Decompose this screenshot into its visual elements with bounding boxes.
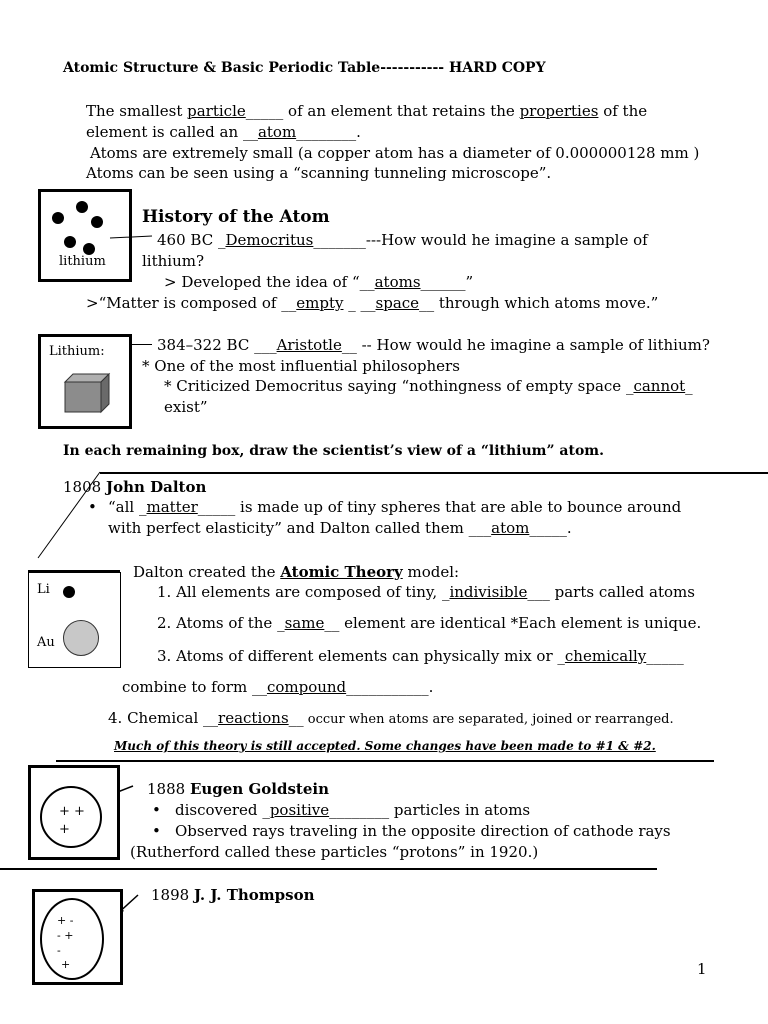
text: * Criticized Democritus saying “nothingness of empty space	[164, 377, 626, 395]
goldstein-bullet-1: discovered _positive________ particles in atoms	[175, 801, 531, 819]
blank-atoms: atoms	[374, 273, 421, 291]
text: 460 BC	[157, 231, 218, 249]
divider	[0, 868, 657, 870]
dalton-drawing-box	[28, 572, 121, 668]
goldstein-drawing-box	[28, 765, 120, 860]
bullet: •	[152, 822, 161, 840]
box-label: lithium	[59, 254, 106, 269]
blank-properties: properties	[519, 102, 599, 120]
text: of the	[598, 102, 648, 120]
text: 384–322 BC	[157, 336, 255, 354]
charges: -	[57, 944, 61, 957]
text: particles in atoms	[389, 801, 531, 819]
text: .	[566, 519, 572, 537]
goldstein-bullet-2: Observed rays traveling in the opposite direction of cathode rays	[175, 822, 671, 840]
text: ---How would he imagine a sample of	[365, 231, 648, 249]
page-number: 1	[697, 960, 707, 978]
instruction: In each remaining box, draw the scientist’s view of a “lithium” atom.	[63, 443, 604, 459]
text: “all	[108, 498, 139, 516]
text: 4. Chemical	[108, 709, 204, 727]
dalton-model-line	[133, 563, 459, 581]
blank-compound: compound	[266, 678, 347, 696]
blank-atom: atom	[257, 123, 297, 141]
text: of an element that retains the	[283, 102, 520, 120]
blank-aristotle: Aristotle	[276, 336, 342, 354]
democritus-line-3: > Developed the idea of “__atoms______”	[164, 273, 474, 291]
intro-line-1: The smallest particle_____ of an element that retains the properties of the	[86, 102, 648, 120]
blank-indivisible: indivisible	[449, 583, 528, 601]
text: Dalton created the	[133, 563, 281, 581]
dalton-point-4: 4. Chemical __reactions__ occur when atoms are separated, joined or rearranged.	[108, 709, 674, 727]
connector	[28, 570, 120, 572]
intro-line-4: Atoms can be seen using a “scanning tunneling microscope”.	[86, 164, 552, 182]
aristotle-line-3: * Criticized Democritus saying “nothingness of empty space _cannot_	[164, 377, 693, 395]
blank-atom: atom	[491, 519, 530, 537]
text: 3. Atoms of different elements can physically mix or	[157, 647, 558, 665]
thompson-heading	[151, 886, 315, 904]
text: 2. Atoms of the	[157, 614, 278, 632]
text: combine to form	[122, 678, 252, 696]
text: occur when atoms are separated, joined or rearranged.	[303, 712, 674, 727]
text: parts called atoms	[549, 583, 695, 601]
text: > Developed the idea of “	[164, 273, 360, 291]
dalton-heading	[63, 478, 206, 496]
year: 1898	[151, 886, 190, 904]
scientist-name: J. J. Thompson	[193, 886, 315, 904]
bullet: •	[88, 498, 97, 516]
aristotle-line-4: exist”	[164, 398, 208, 416]
charges: - +	[57, 929, 74, 942]
dalton-bullet-line-1: “all _matter_____ is made up of tiny spheres that are able to bounce around	[108, 498, 682, 516]
year: 1888	[147, 780, 186, 798]
text: discovered	[175, 801, 263, 819]
box-label: Lithium:	[49, 344, 105, 359]
atomic-theory-term: Atomic Theory	[280, 563, 403, 581]
text: _	[343, 294, 361, 312]
box-label-au: Au	[37, 635, 55, 650]
aristotle-line-1: 384–322 BC ___Aristotle__ -- How would he imagine a sample of lithium?	[157, 336, 710, 354]
text: with perfect elasticity” and Dalton called them	[108, 519, 469, 537]
dalton-point-3-continued: combine to form __compound___________.	[122, 678, 434, 696]
blank-matter: matter	[146, 498, 198, 516]
text: >“Matter is composed of	[86, 294, 282, 312]
lithium-atom-dot	[63, 586, 75, 598]
scientist-name: John Dalton	[105, 478, 207, 496]
box-label-li: Li	[37, 582, 50, 597]
text: ”	[465, 273, 474, 291]
divider	[100, 472, 768, 474]
connector	[132, 344, 152, 345]
blank-positive: positive	[269, 801, 330, 819]
intro-line-2: element is called an __atom________.	[86, 123, 361, 141]
text: element is called an	[86, 123, 243, 141]
blank-cannot: cannot	[633, 377, 686, 395]
history-title: History of the Atom	[142, 207, 330, 227]
cube-icon	[61, 372, 111, 414]
text: through which atoms move.”	[434, 294, 659, 312]
dalton-point-3: 3. Atoms of different elements can physically mix or _chemically_____	[157, 647, 684, 665]
positive-charges: + +	[59, 804, 85, 819]
year: 1808	[63, 478, 102, 496]
gold-atom-circle	[63, 620, 99, 656]
aristotle-drawing-box	[38, 334, 132, 429]
blank-chemically: chemically	[564, 647, 647, 665]
intro-line-3: Atoms are extremely small (a copper atom has a diameter of 0.000000128 mm )	[90, 144, 700, 162]
blank-space: space	[375, 294, 420, 312]
text: element are identical *Each element is unique.	[339, 614, 702, 632]
text: model:	[402, 563, 460, 581]
blank-empty: empty	[296, 294, 344, 312]
dalton-note: Much of this theory is still accepted. Some changes have been made to #1 & #2.	[114, 739, 656, 753]
charges: + -	[57, 914, 74, 927]
aristotle-line-2: * One of the most influential philosophers	[142, 357, 460, 375]
page-title: Atomic Structure & Basic Periodic Table----------- HARD COPY	[63, 60, 546, 76]
dalton-point-2: 2. Atoms of the _same__ element are identical *Each element is unique.	[157, 614, 702, 632]
democritus-line-2: lithium?	[142, 252, 205, 270]
bullet: •	[152, 801, 161, 819]
divider	[56, 760, 714, 762]
scientist-name: Eugen Goldstein	[189, 780, 329, 798]
text: The smallest	[86, 102, 188, 120]
dalton-bullet-line-2: with perfect elasticity” and Dalton called them ___atom_____.	[108, 519, 572, 537]
goldstein-heading	[147, 780, 329, 798]
blank-democritus: Democritus	[225, 231, 314, 249]
positive-charges: +	[59, 822, 70, 837]
text: .	[428, 678, 434, 696]
goldstein-line-3: (Rutherford called these particles “protons” in 1920.)	[130, 843, 539, 861]
democritus-line-4: >“Matter is composed of __empty _ __space__ through which atoms move.”	[86, 294, 659, 312]
blank-reactions: reactions	[218, 709, 289, 727]
text: is made up of tiny spheres that are able to bounce around	[235, 498, 682, 516]
text: -- How would he imagine a sample of lithium?	[356, 336, 710, 354]
text: 1. All elements are composed of tiny,	[157, 583, 442, 601]
blank-particle: particle	[187, 102, 246, 120]
dalton-point-1: 1. All elements are composed of tiny, _indivisible___ parts called atoms	[157, 583, 695, 601]
democritus-line-1: 460 BC _Democritus_______---How would he imagine a sample of	[157, 231, 648, 249]
charges: +	[61, 958, 71, 971]
thompson-drawing-box	[32, 889, 123, 985]
blank-same: same	[284, 614, 325, 632]
text: .	[356, 123, 361, 141]
